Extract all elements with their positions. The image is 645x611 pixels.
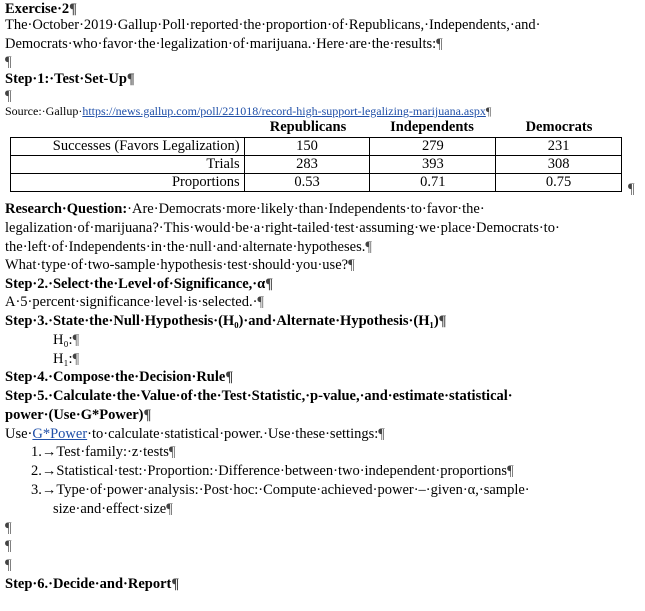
cell-value: 283 xyxy=(244,156,370,174)
step4-heading: Step·4.·Compose·the·Decision·Rule¶ xyxy=(5,369,234,385)
cell-value: 308 xyxy=(496,156,622,174)
null-hypothesis: H₀:¶ xyxy=(53,332,80,348)
research-line-3: the·left·of·Independents·in·the·null·and·alternate·hypotheses.¶ xyxy=(5,239,372,255)
cell-value: 393 xyxy=(370,156,496,174)
cell-value: 231 xyxy=(496,138,622,156)
intro-line-1: The·October·2019·Gallup·Poll·reported·the·proportion·of·Republicans,·Independents,·and· xyxy=(5,17,541,33)
empty-paragraph: ¶ xyxy=(5,520,12,536)
step6-heading: Step·6.·Decide·and·Report¶ xyxy=(5,576,180,592)
step2-heading: Step·2.·Select·the·Level·of·Significance,·α¶ xyxy=(5,276,274,292)
step3-heading: Step·3.·State·the·Null·Hypothesis·(H₀)·and·Alternate·Hypothesis·(H₁)¶ xyxy=(5,313,447,329)
research-line-1: Research·Question:·Are·Democrats·more·likely·than·Independents·to·favor·the· xyxy=(5,201,485,217)
exercise-title: Exercise·2¶ xyxy=(5,1,78,17)
col-header-democrats: Democrats xyxy=(525,119,593,135)
list-item: 1.→Test·family:·z·tests¶ xyxy=(31,444,176,460)
gpower-link[interactable]: G*Power xyxy=(32,426,88,442)
empty-paragraph: ¶ xyxy=(5,538,12,554)
table-row xyxy=(11,174,622,192)
cell-value: 0.71 xyxy=(370,174,496,192)
end-of-row-mark: ¶ xyxy=(628,181,635,197)
source-link[interactable]: https://news.gallup.com/poll/221018/record-high-support-legalizing-marijuana.aspx xyxy=(82,104,486,118)
gpower-line: Use·G*Power·to·calculate·statistical·power.·Use·these·settings:¶ xyxy=(5,426,385,442)
list-item: 3.→Type·of·power·analysis:·Post·hoc:·Compute·achieved·power·–·given·α,·sample· xyxy=(31,482,530,498)
col-header-republicans: Republicans xyxy=(269,119,347,135)
cell-value: 150 xyxy=(244,138,370,156)
source-line: Source:·Gallup·https://news.gallup.com/poll/221018/record-high-support-legalizing-marijuana.aspx¶ xyxy=(5,104,492,118)
intro-line-2: Democrats·who·favor·the·legalization·of·marijuana.·Here·are·the·results:¶ xyxy=(5,36,443,52)
col-header-independents: Independents xyxy=(390,119,474,135)
step2-text: A·5·percent·significance·level·is·selected.·¶ xyxy=(5,294,264,310)
empty-paragraph: ¶ xyxy=(5,557,12,573)
empty-paragraph: ¶ xyxy=(5,88,12,104)
step5-heading-line-1: Step·5.·Calculate·the·Value·of·the·Test·Statistic,·p-value,·and·estimate·statistical· xyxy=(5,388,513,404)
table-row xyxy=(11,138,622,156)
list-item-continuation: size·and·effect·size¶ xyxy=(53,501,173,517)
list-item: 2.→Statistical·test:·Proportion:·Difference·between·two·independent·proportions¶ xyxy=(31,463,514,479)
research-question: What·type·of·two-sample·hypothesis·test·should·you·use?¶ xyxy=(5,257,355,273)
results-table xyxy=(10,137,622,192)
cell-value: 279 xyxy=(370,138,496,156)
step5-heading-line-2: power·(Use·G*Power)¶ xyxy=(5,407,152,423)
row-label: Proportions xyxy=(11,174,245,192)
row-label: Successes (Favors Legalization) xyxy=(11,138,245,156)
empty-paragraph: ¶ xyxy=(5,54,12,70)
row-label: Trials xyxy=(11,156,245,174)
research-line-2: legalization·of·marijuana?·This·would·be·a·right-tailed·test·assuming·we·place·Democrats·to· xyxy=(5,220,560,236)
cell-value: 0.53 xyxy=(244,174,370,192)
table-row xyxy=(11,156,622,174)
cell-value: 0.75 xyxy=(496,174,622,192)
step1-heading: Step·1:·Test·Set-Up¶ xyxy=(5,71,135,87)
alternate-hypothesis: H₁:¶ xyxy=(53,351,80,367)
